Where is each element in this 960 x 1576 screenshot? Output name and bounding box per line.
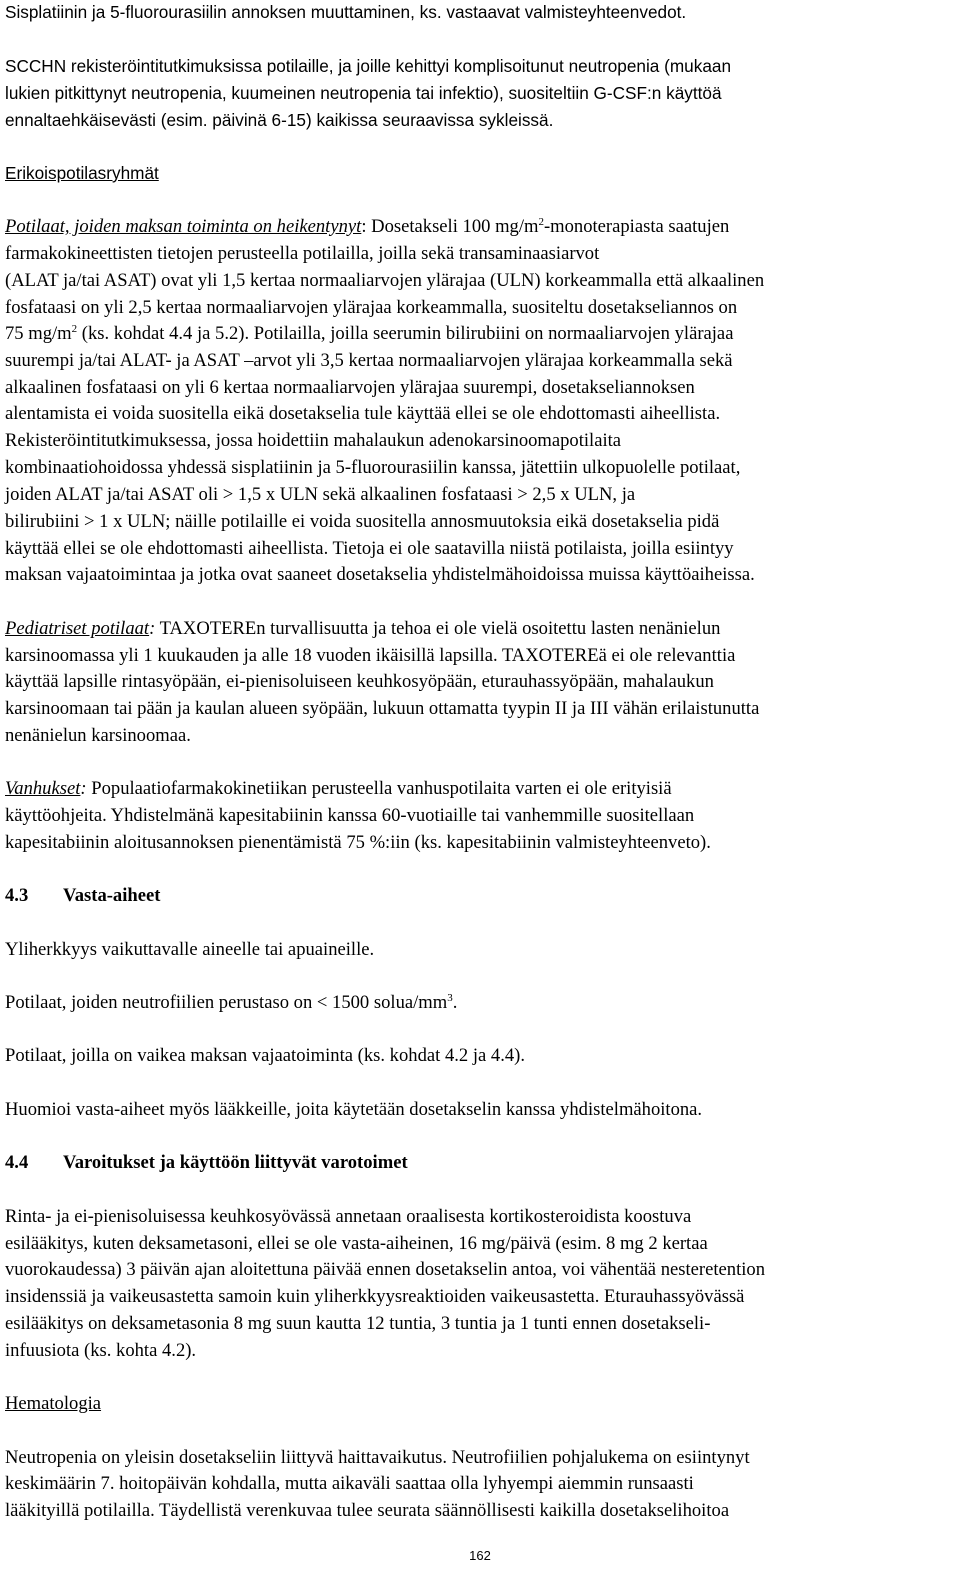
text-line: infuusiota (ks. kohta 4.2). xyxy=(5,1340,197,1361)
subheading-elderly: Vanhukset xyxy=(5,778,81,799)
subheading-hepatic-impairment: Potilaat, joiden maksan toiminta on heikentynyt xyxy=(5,216,362,237)
section-heading-4-3 xyxy=(5,885,160,907)
text-line: suurempi ja/tai ALAT- ja ASAT –arvot yli 3,5 kertaa normaaliarvojen ylärajaa korkeammalla sekä xyxy=(5,350,733,371)
text-line: maksan vajaatoimintaa ja jotka ovat saaneet dosetakselia yhdistelmähoidoissa muissa käyttöaiheissa. xyxy=(5,564,755,585)
text-line: karsinoomassa yli 1 kuukauden ja alle 18 vuoden ikäisillä lapsilla. TAXOTEREä ei ole relevanttia xyxy=(5,645,736,666)
superscript: 2 xyxy=(538,216,544,228)
text-line: Sisplatiinin ja 5-fluorourasiilin annoksen muuttaminen, ks. vastaavat valmisteyhteenvedot. xyxy=(5,2,687,22)
text-span: . xyxy=(452,992,458,1013)
superscript: 2 xyxy=(71,323,78,335)
section-heading-4-4 xyxy=(5,1152,408,1174)
text-line xyxy=(5,778,672,800)
text-line: Potilaat, joilla on vaikea maksan vajaatoiminta (ks. kohdat 4.2 ja 4.4). xyxy=(5,1045,525,1066)
text-span: : Dosetakseli 100 mg/m xyxy=(361,216,539,237)
section-title: Varoitukset ja käyttöön liittyvät varotoimet xyxy=(63,1152,408,1173)
text-span: : xyxy=(149,618,156,639)
text-span: (ks. kohdat 4.4 ja 5.2). Potilailla, joilla seerumin bilirubiini on normaaliarvojen ylärajaa xyxy=(77,323,734,344)
text-line: kombinaatiohoidossa yhdessä sisplatiinin ja 5-fluorourasiilin kanssa, jätettiin ulkopuolelle potilaat, xyxy=(5,457,741,478)
text-line: fosfataasi on yli 2,5 kertaa normaaliarvojen ylärajaa korkeammalla, suositeltu dosetakseliannos on xyxy=(5,297,738,318)
text-line: bilirubiini > 1 x ULN; näille potilaille ei voida suositella annosmuutoksia eikä dosetakselia pidä xyxy=(5,511,720,532)
text-line: Rekisteröintitutkimuksessa, jossa hoidettiin mahalaukun adenokarsinoomapotilaita xyxy=(5,430,622,451)
text-line: käyttää ellei se ole ehdottomasti aiheellista. Tietoja ei ole saatavilla niistä potilaista, joilla esiintyy xyxy=(5,538,734,559)
text-line: farmakokineettisten tietojen perusteella potilailla, joilla sekä transaminaasiarvot xyxy=(5,243,600,264)
section-number: 4.3 xyxy=(5,885,29,906)
text-line: kapesitabiinin aloitusannoksen pienentämistä 75 %:iin (ks. kapesitabiinin valmisteyhteenveto). xyxy=(5,832,711,853)
superscript: 3 xyxy=(447,992,453,1004)
subheading-pediatric: Pediatriset potilaat xyxy=(5,618,150,639)
text-line: esilääkitys, kuten deksametasoni, ellei se ole vasta-aiheinen, 16 mg/päivä (esim. 8 mg 2 kertaa xyxy=(5,1233,708,1254)
text-line: lääkityillä potilailla. Täydellistä verenkuvaa tulee seurata säännöllisesti kaikilla dosetakselihoitoa xyxy=(5,1500,730,1521)
text-line: Huomioi vasta-aiheet myös lääkkeille, joita käytetään dosetakselin kanssa yhdistelmähoitona. xyxy=(5,1099,703,1120)
text-line: Yliherkkyys vaikuttavalle aineelle tai apuaineille. xyxy=(5,939,375,960)
section-heading-hematology: Hematologia xyxy=(5,1393,102,1414)
text-line: alkaalinen fosfataasi on yli 6 kertaa normaaliarvojen ylärajaa suurempi, dosetakseliannoksen xyxy=(5,377,695,398)
text-line: SCCHN rekisteröintitutkimuksissa potilaille, ja joille kehittyi komplisoitunut neutropenia (mukaan xyxy=(5,56,732,76)
text-line: keskimäärin 7. hoitopäivän kohdalla, mutta aikaväli saattaa olla lyhyempi aiemmin runsaasti xyxy=(5,1473,694,1494)
text-line xyxy=(5,323,733,345)
text-line: nenänielun karsinoomaa. xyxy=(5,725,191,746)
text-line: käyttää lapsille rintasyöpään, ei-pienisoluiseen keuhkosyöpään, eturauhassyöpään, mahalaukun xyxy=(5,671,714,692)
text-line: Rinta- ja ei-pienisoluisessa keuhkosyövässä annetaan oraalisesta kortikosteroidista koostuva xyxy=(5,1206,692,1227)
text-line xyxy=(5,216,729,238)
text-line: (ALAT ja/tai ASAT) ovat yli 1,5 kertaa normaaliarvojen ylärajaa (ULN) korkeammalla että alkaalinen xyxy=(5,270,765,291)
text-span: -monoterapiasta saatujen xyxy=(543,216,730,237)
section-title: Vasta-aiheet xyxy=(63,885,161,906)
text-line: lukien pitkittynyt neutropenia, kuumeinen neutropenia tai infektio), suositeltiin G-CSF:n käyttöä xyxy=(5,83,722,103)
text-line: esilääkitys on deksametasonia 8 mg suun kautta 12 tuntia, 3 tuntia ja 1 tunti ennen dosetakseli- xyxy=(5,1313,711,1334)
text-span: 75 mg/m xyxy=(5,323,72,344)
text-span: Populaatiofarmakokinetiikan perusteella vanhuspotilaita varten ei ole erityisiä xyxy=(86,778,672,799)
text-line: joiden ALAT ja/tai ASAT oli > 1,5 x ULN sekä alkaalinen fosfataasi > 2,5 x ULN, ja xyxy=(5,484,636,505)
text-line xyxy=(5,618,720,640)
text-span: : xyxy=(80,778,87,799)
text-line: insidenssiä ja vaikeusastetta samoin kuin yliherkkyysreaktioiden vaikeusastetta. Eturauhassyövässä xyxy=(5,1286,745,1307)
text-line: ennaltaehkäisevästi (esim. päivinä 6-15) kaikissa seuraavissa sykleissä. xyxy=(5,110,554,130)
section-number: 4.4 xyxy=(5,1152,29,1173)
text-line: Neutropenia on yleisin dosetakseliin liittyvä haittavaikutus. Neutrofiilien pohjalukema on esiintynyt xyxy=(5,1447,750,1468)
text-span: Potilaat, joiden neutrofiilien perustaso on < 1500 solua/mm xyxy=(5,992,448,1013)
text-span: TAXOTEREn turvallisuutta ja tehoa ei ole vielä osoitettu lasten nenänielun xyxy=(155,618,721,639)
page-number: 162 xyxy=(469,1548,491,1563)
text-line: käyttöohjeita. Yhdistelmänä kapesitabiinin kanssa 60-vuotiaille tai vanhemmille suositellaan xyxy=(5,805,695,826)
text-line xyxy=(5,992,457,1014)
text-line: karsinoomaan tai pään ja kaulan alueen syöpään, lukuun ottamatta tyypin II ja III vähän erilaistunutta xyxy=(5,698,760,719)
text-line: vuorokaudessa) 3 päivän ajan aloitettuna päivää ennen dosetakselin antoa, voi vähentää nesteretention xyxy=(5,1259,765,1280)
section-heading-special-groups: Erikoispotilasryhmät xyxy=(5,163,159,183)
text-line: alentamista ei voida suositella eikä dosetakselia tule käyttää ellei se ole ehdottomasti aiheellista. xyxy=(5,403,721,424)
